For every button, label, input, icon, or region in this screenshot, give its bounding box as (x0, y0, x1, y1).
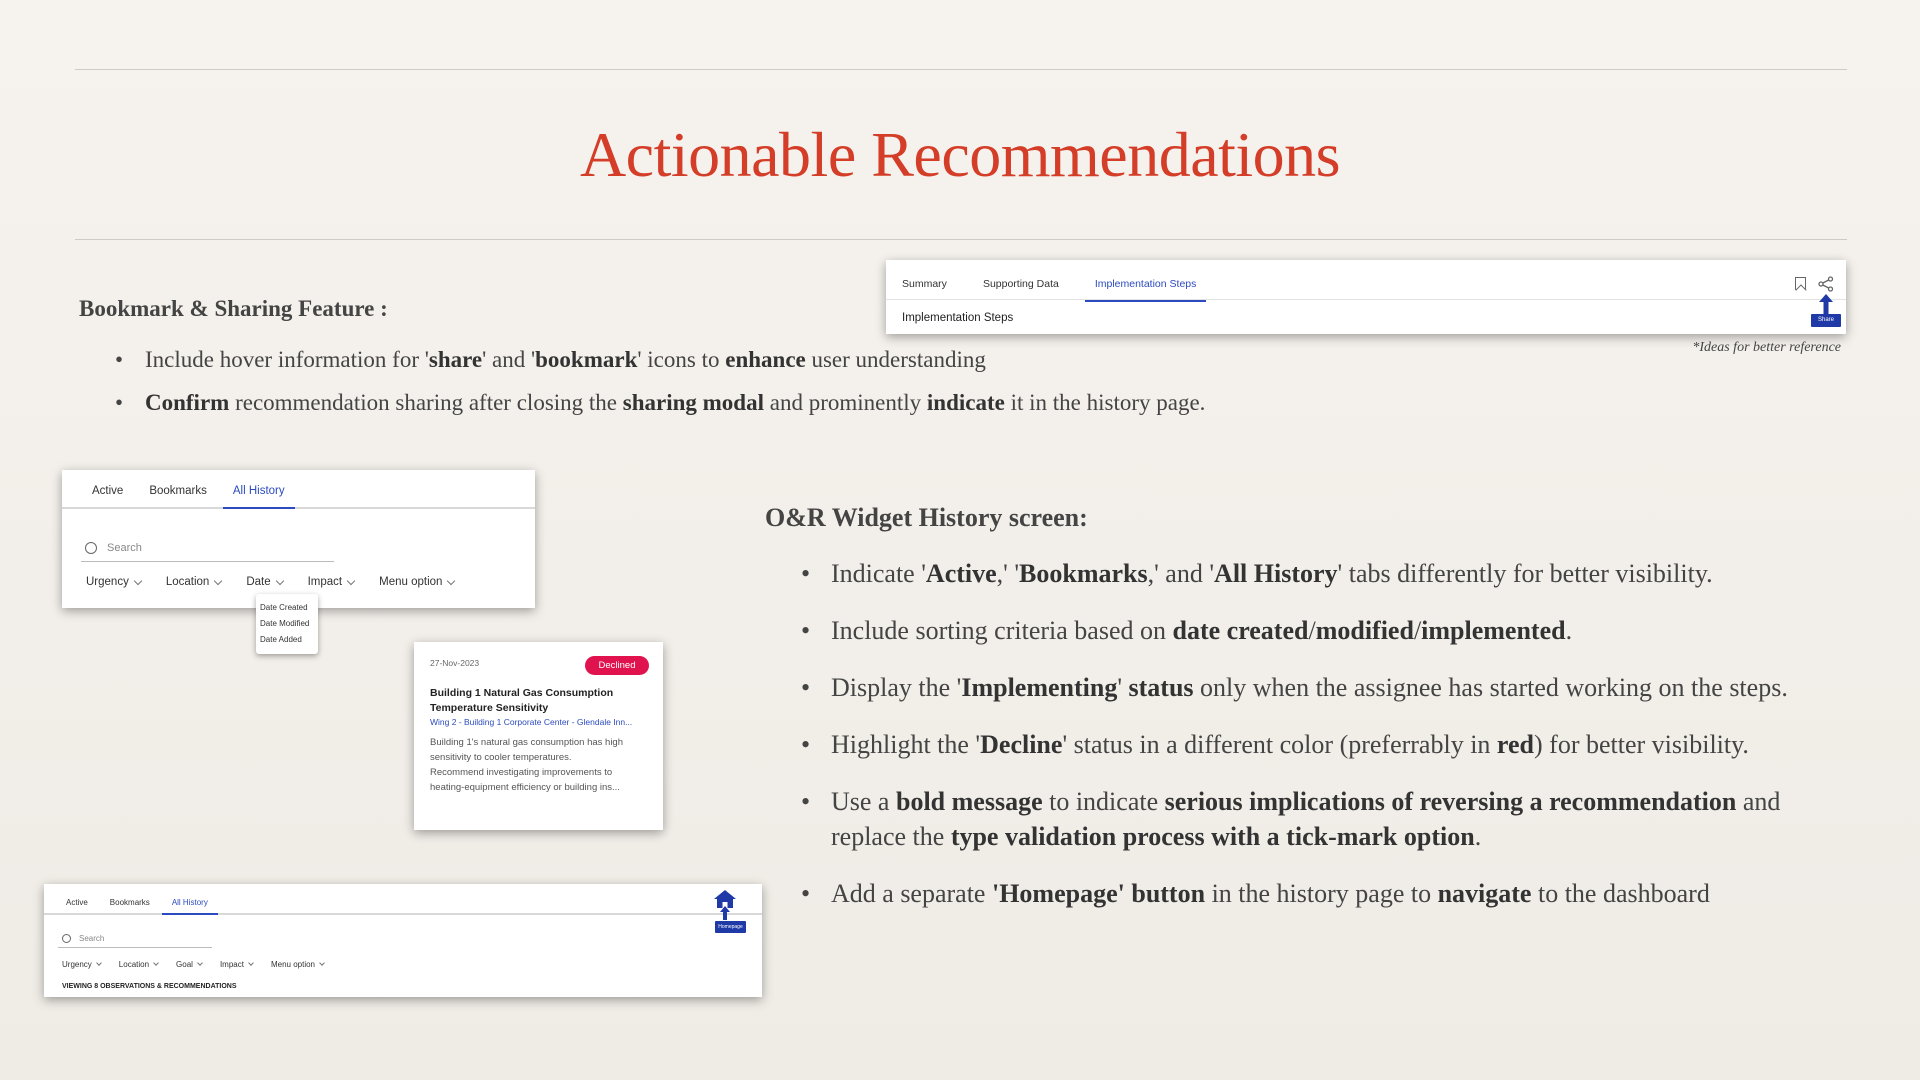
impact-filter[interactable] (308, 576, 355, 588)
date-created-option[interactable]: Date Created (260, 603, 308, 612)
bullet-item (801, 556, 1851, 591)
menu-option-filter-label: Menu option (379, 576, 443, 588)
bullet-text: Highlight the ' (831, 730, 981, 759)
bullet-emphasis: share (428, 347, 483, 372)
bullet-emphasis: Active (925, 559, 997, 588)
history-tab-bar (62, 485, 535, 509)
bullet-emphasis: Confirm (145, 390, 230, 415)
bullet-text: user understanding (805, 347, 986, 372)
menu-option-filter-label: Menu option (270, 960, 315, 969)
bullet-emphasis: date created (1172, 616, 1309, 645)
bullet-text: . (1565, 616, 1573, 645)
chevron-down-icon (197, 960, 203, 966)
bullet-text: and replace the (831, 787, 1781, 851)
slide-title: Actionable Recommendations (579, 119, 1341, 190)
tab-bookmarks[interactable]: Bookmarks (149, 485, 207, 497)
bullet-emphasis: Decline (980, 730, 1063, 759)
bullet-emphasis: All History (1214, 559, 1338, 588)
tab-implementation-steps[interactable]: Implementation Steps (1095, 278, 1197, 300)
chevron-down-icon (447, 576, 455, 584)
arrow-up-icon (720, 906, 730, 920)
history-search-input[interactable] (81, 534, 334, 562)
card-date: 27-Nov-2023 (430, 658, 480, 668)
bullet-text: Display the ' (831, 673, 962, 702)
date-added-option[interactable]: Date Added (260, 635, 302, 644)
goal-filter-label: Goal (176, 960, 193, 969)
bullet-text: Include hover information for ' (145, 347, 429, 372)
bullet-emphasis: Bookmarks (1019, 559, 1148, 588)
bullet-emphasis: navigate (1437, 879, 1532, 908)
bullet-text: and prominently (764, 390, 927, 415)
implementation-steps-label: Implementation Steps (902, 312, 1014, 324)
search-icon (85, 542, 97, 554)
bookmark-heading: Bookmark & Sharing Feature : (79, 296, 388, 321)
urgency-filter-label: Urgency (86, 576, 129, 588)
homepage-tooltip: Homepage (715, 921, 746, 933)
menu-option-filter[interactable] (379, 576, 454, 588)
tab-bookmarks[interactable]: Bookmarks (109, 898, 150, 907)
chevron-down-icon (96, 960, 102, 966)
date-modified-option[interactable]: Date Modified (260, 619, 310, 628)
urgency-filter[interactable] (86, 576, 141, 588)
card-title-line: Building 1 Natural Gas Consumption (430, 687, 614, 699)
bottom-filter-row (62, 960, 324, 969)
history-filter-screenshot (62, 470, 535, 608)
search-placeholder: Search (79, 933, 105, 943)
bullet-item (801, 670, 1851, 705)
status-badge: Declined (585, 656, 649, 675)
chevron-down-icon (319, 960, 325, 966)
bullet-item (801, 784, 1851, 854)
card-description-line: Recommend investigating improvements to (430, 767, 613, 778)
location-filter[interactable] (119, 960, 158, 969)
bullet-text: Add a separate (831, 879, 992, 908)
reference-tab-divider (886, 299, 1846, 300)
tab-all-history[interactable]: All History (233, 485, 285, 507)
tab-active[interactable]: Active (66, 898, 88, 907)
location-filter[interactable] (166, 576, 221, 588)
goal-filter[interactable] (176, 960, 202, 969)
bullet-text: ' and ' (482, 347, 536, 372)
bullet-text: it in the history page. (1004, 390, 1206, 415)
bullet-item (801, 876, 1851, 911)
recommendation-card[interactable] (414, 642, 663, 830)
bullet-text: Include sorting criteria based on (831, 616, 1173, 645)
bottom-search-input[interactable] (58, 929, 212, 948)
date-sort-dropdown (256, 594, 318, 654)
bullet-item (115, 381, 1375, 424)
bullet-text: Use a (831, 787, 896, 816)
card-title-line: Temperature Sensitivity (430, 702, 549, 714)
bullet-emphasis: 'Homepage' button (991, 879, 1206, 908)
search-placeholder: Search (107, 541, 142, 554)
card-description-line: heating-equipment efficiency or building ins... (430, 782, 620, 793)
implementation-steps-screenshot (886, 260, 1846, 334)
chevron-down-icon (347, 576, 355, 584)
urgency-filter[interactable] (62, 960, 101, 969)
bullet-text: ' icons to (637, 347, 726, 372)
bullet-text: . (1474, 822, 1482, 851)
card-description (430, 735, 655, 795)
history-page-screenshot (44, 884, 762, 997)
impact-filter-label: Impact (219, 960, 244, 969)
bullet-emphasis: type validation process with a tick-mark option (950, 822, 1475, 851)
bullet-emphasis: red (1496, 730, 1534, 759)
urgency-filter-label: Urgency (62, 960, 92, 969)
title-divider (75, 239, 1847, 240)
bullet-item (801, 727, 1851, 762)
date-filter[interactable] (246, 576, 282, 588)
bullet-text: / (1413, 616, 1422, 645)
bullet-text: ' (1117, 673, 1129, 702)
bullet-text: to the dashboard (1531, 879, 1710, 908)
card-location-link[interactable]: Wing 2 - Building 1 Corporate Center - Glendale Inn... (430, 717, 633, 727)
card-title (430, 686, 613, 716)
bullet-text: ,' ' (996, 559, 1020, 588)
chevron-down-icon (153, 960, 159, 966)
bullet-item (801, 613, 1851, 648)
bullet-emphasis: implemented (1421, 616, 1566, 645)
card-description-line: Building 1's natural gas consumption has high (430, 737, 623, 748)
share-tooltip: Share (1811, 314, 1841, 327)
history-filter-row (86, 576, 454, 588)
menu-option-filter[interactable] (271, 960, 324, 969)
reference-note: *Ideas for better reference (1692, 340, 1841, 355)
bullet-text: ' tabs differently for better visibility. (1337, 559, 1713, 588)
bullet-text: only when the assignee has started working on the steps. (1193, 673, 1788, 702)
observation-count-label: VIEWING 8 OBSERVATIONS & RECOMMENDATIONS (62, 983, 237, 990)
bullet-emphasis: sharing modal (622, 390, 764, 415)
reference-tab-bar (902, 278, 1742, 300)
bullet-text: in the history page to (1205, 879, 1438, 908)
share-icon[interactable] (1818, 276, 1834, 292)
arrow-up-icon (1819, 294, 1833, 314)
chevron-down-icon (214, 576, 222, 584)
date-filter-label: Date (246, 576, 271, 588)
bullet-text: / (1308, 616, 1316, 645)
impact-filter[interactable] (220, 960, 253, 969)
bullet-emphasis: serious implications of reversing a recommendation (1164, 787, 1737, 816)
bullet-emphasis: enhance (725, 347, 806, 372)
chevron-down-icon (248, 960, 254, 966)
tab-active[interactable]: Active (92, 485, 124, 497)
tab-all-history[interactable]: All History (172, 898, 208, 913)
location-filter-label: Location (165, 576, 210, 588)
bullet-text: to indicate (1042, 787, 1165, 816)
chevron-down-icon (134, 576, 142, 584)
bullet-text: ,' and ' (1147, 559, 1215, 588)
bullet-text: Indicate ' (831, 559, 926, 588)
bullet-text: ' status in a different color (preferrably in (1062, 730, 1497, 759)
tab-summary[interactable]: Summary (902, 278, 947, 290)
bullet-item (115, 338, 1375, 381)
bullet-text: ) for better visibility. (1534, 730, 1749, 759)
impact-filter-label: Impact (307, 576, 343, 588)
widget-history-heading: O&R Widget History screen: (765, 503, 1088, 532)
tab-supporting-data[interactable]: Supporting Data (982, 278, 1059, 290)
bookmark-icon[interactable] (1795, 277, 1806, 290)
bullet-emphasis: bookmark (535, 347, 638, 372)
bottom-tab-bar (44, 898, 762, 915)
chevron-down-icon (275, 576, 283, 584)
bullet-emphasis: status (1128, 673, 1194, 702)
widget-bullet-list (801, 556, 1851, 911)
bullet-text: recommendation sharing after closing the (229, 390, 623, 415)
bullet-emphasis: Implementing (961, 673, 1118, 702)
top-divider (75, 69, 1847, 70)
bookmark-bullet-list (115, 338, 1375, 424)
search-icon (62, 934, 71, 943)
bullet-emphasis: indicate (926, 390, 1005, 415)
location-filter-label: Location (118, 960, 150, 969)
bullet-emphasis: modified (1315, 616, 1414, 645)
bullet-emphasis: bold message (895, 787, 1043, 816)
card-description-line: sensitivity to cooler temperatures. (430, 752, 572, 763)
